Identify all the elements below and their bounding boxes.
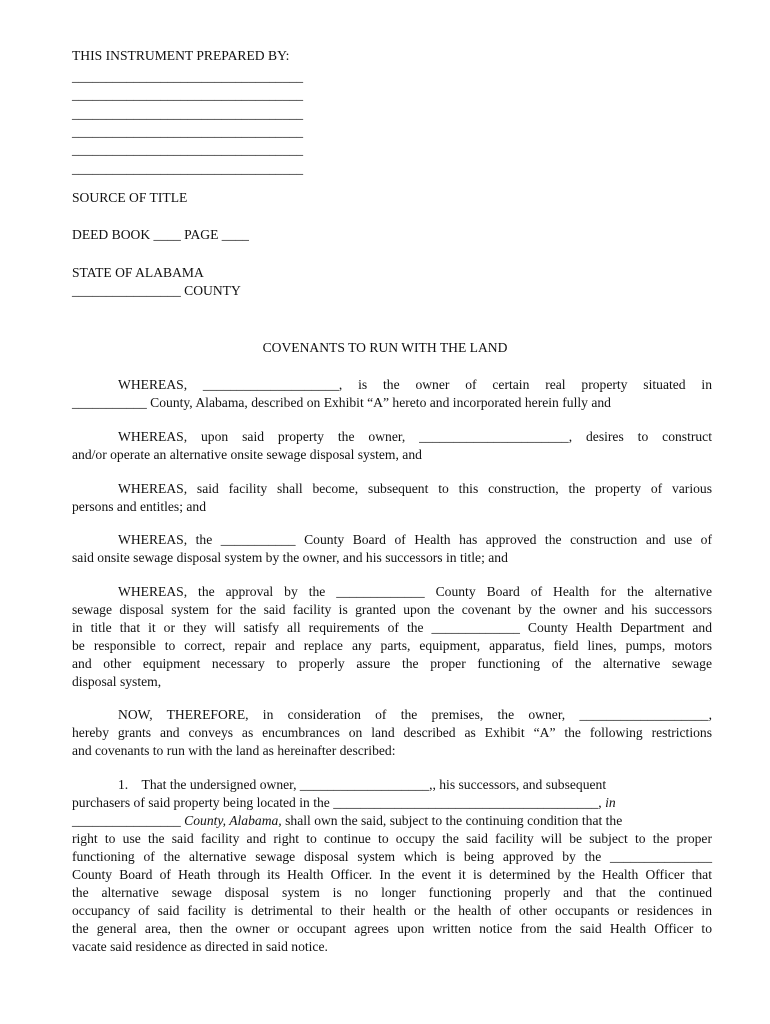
deed-book-line: DEED BOOK ____ PAGE ____ [72,227,249,242]
preparer-blank-line: __________________________________ [72,69,304,84]
paragraph-line: WHEREAS, upon said property the owner, ______________________, desires to construct [118,429,712,444]
prepared-by-label: THIS INSTRUMENT PREPARED BY: [72,48,290,63]
numbered-item-italic: in [605,795,616,810]
paragraph-line: WHEREAS, said facility shall become, subsequent to this construction, the property of various [118,481,712,496]
paragraph-line: disposal system, [72,674,162,689]
paragraph-line: right to use the said facility and right to continue to occupy the said facility will be subject to the proper [72,831,712,846]
paragraph-line: and covenants to run with the land as hereinafter described: [72,743,396,758]
paragraph-line: occupancy of said facility is detrimental to their health or the health of other occupants or residences in [72,903,712,918]
county-blank: ________________ [72,813,181,828]
paragraph-line: the alternative sewage disposal system is no longer functioning properly and that the continued [72,885,712,900]
numbered-item-italic: County, Alabama, [184,813,282,828]
paragraph-line: ___________ County, Alabama, described on Exhibit “A” hereto and incorporated herein fully and [72,395,611,410]
paragraph-line: County Board of Heath through its Health Officer. In the event it is determined by the Health Officer that [72,867,712,882]
paragraph-line: NOW, THEREFORE, in consideration of the premises, the owner, ___________________, [118,707,712,722]
preparer-blank-line: __________________________________ [72,124,304,139]
numbered-item-line [72,794,616,812]
numbered-item-line: 1. That the undersigned owner, ___________________,, his successors, and subsequent [118,777,607,792]
source-of-title-label: SOURCE OF TITLE [72,190,188,205]
paragraph-line: vacate said residence as directed in said notice. [72,939,328,954]
paragraph-line: said onsite sewage disposal system by the owner, and his successors in title; and [72,550,508,565]
paragraph-line: in title that it or they will satisfy all requirements of the _____________ County Health Department and [72,620,712,635]
numbered-item-text: shall own the said, subject to the continuing condition that the [285,813,623,828]
paragraph-line: persons and entitles; and [72,499,207,514]
preparer-blank-line: __________________________________ [72,161,304,176]
paragraph-line: WHEREAS, ____________________, is the owner of certain real property situated in [118,377,712,392]
preparer-blank-line: __________________________________ [72,142,304,157]
paragraph-line: be responsible to correct, repair and replace any parts, equipment, apparatus, field lines, pumps, motors [72,638,712,653]
paragraph-line: sewage disposal system for the said facility is granted upon the covenant by the owner and his successors [72,602,712,617]
paragraph-line: and/or operate an alternative onsite sewage disposal system, and [72,447,422,462]
county-line: ________________ COUNTY [72,283,241,298]
numbered-item-line [72,812,622,830]
state-label: STATE OF ALABAMA [72,265,204,280]
paragraph-line: and other equipment necessary to properly assure the proper functioning of the alternative sewage [72,656,712,671]
paragraph-line: hereby grants and conveys as encumbrances on land described as Exhibit “A” the following restrictions [72,725,712,740]
paragraph-line: WHEREAS, the approval by the _____________ County Board of Health for the alternative [118,584,712,599]
preparer-blank-line: __________________________________ [72,106,304,121]
preparer-blank-line: __________________________________ [72,87,304,102]
numbered-item-text: purchasers of said property being located in the _______________________________________, [72,795,602,810]
paragraph-line: functioning of the alternative sewage disposal system which is being approved by the _______________ [72,849,712,864]
document-title: COVENANTS TO RUN WITH THE LAND [262,340,508,355]
paragraph-line: the general area, then the owner or occupant agrees upon written notice from the said Health Officer to [72,921,712,936]
paragraph-line: WHEREAS, the ___________ County Board of Health has approved the construction and use of [118,532,712,547]
